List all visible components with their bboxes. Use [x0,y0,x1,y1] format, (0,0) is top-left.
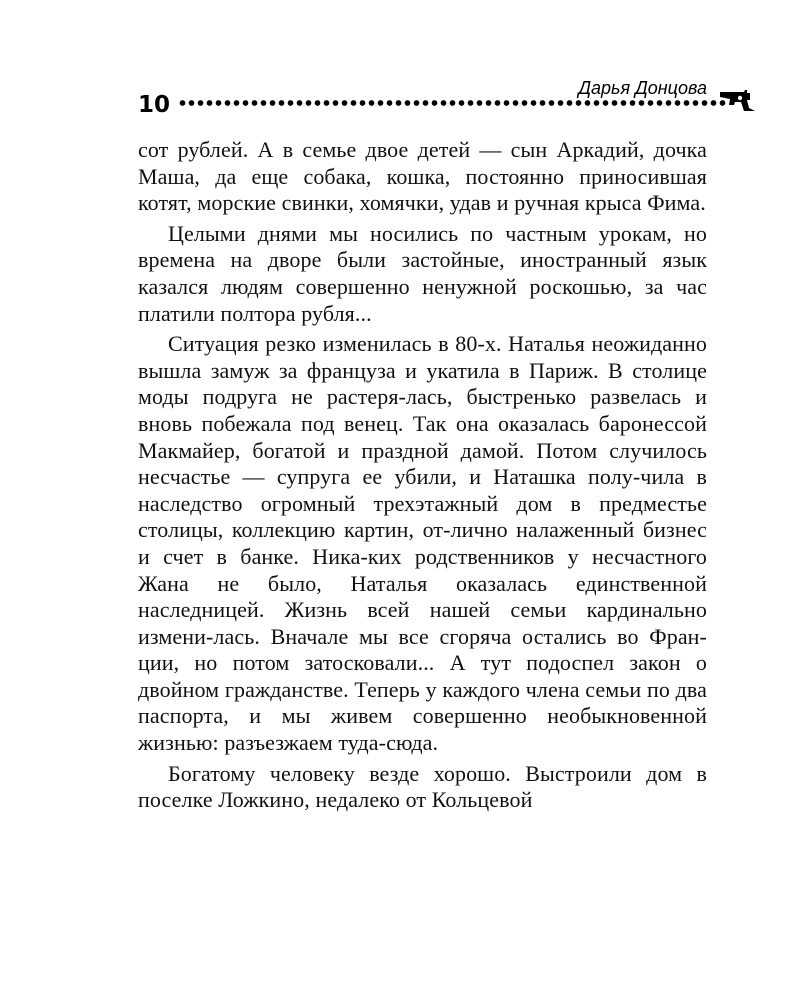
page-number: 10 [138,92,171,118]
paragraph: Богатому человеку везде хорошо. Выстроили дом в поселке Ложкино, недалеко от Кольцевой [138,760,707,813]
dotted-rule [178,100,726,106]
author-name: Дарья Донцова [578,78,707,98]
revolver-icon [720,90,756,112]
paragraph: Ситуация резко изменилась в 80-х. Наталья неожиданно вышла замуж за француза и укатила в Париж. В столице моды подруга не растеря-лась, быстренько развелась и вновь побежала под венец. Так она оказалась баронессой Макмайер, богатой и праздной дамой. Потом случилось несчастье — супруга ее убили, и Наташка полу-чила в наследство огромный трехэтажный дом в предместье столицы, коллекцию картин, от-лично налаженный бизнес и счет в банке. Ника-ких родственников у несчастного Жана не было, Наталья оказалась единственной наследницей. Жизнь всей нашей семьи кардинально измени-лась. Вначале мы все сгоряча остались во Фран-ции, но потом затосковали... А тут подоспел закон о двойном гражданстве. Теперь у каждого члена семьи по два паспорта, и мы живем совершенно необыкновенной жизнью: разъезжаем туда-сюда. [138,331,707,756]
paragraph: Целыми днями мы носились по частным урокам, но времена на дворе были застойные, иностранный язык казался людям совершенно ненужной роскошью, за час платили полтора рубля... [138,220,707,326]
book-text [138,137,707,818]
running-header [138,80,753,130]
paragraph: сот рублей. А в семье двое детей — сын Аркадий, дочка Маша, да еще собака, кошка, постоянно приносившая котят, морские свинки, хомячки, удав и ручная крыса Фима. [138,137,707,216]
